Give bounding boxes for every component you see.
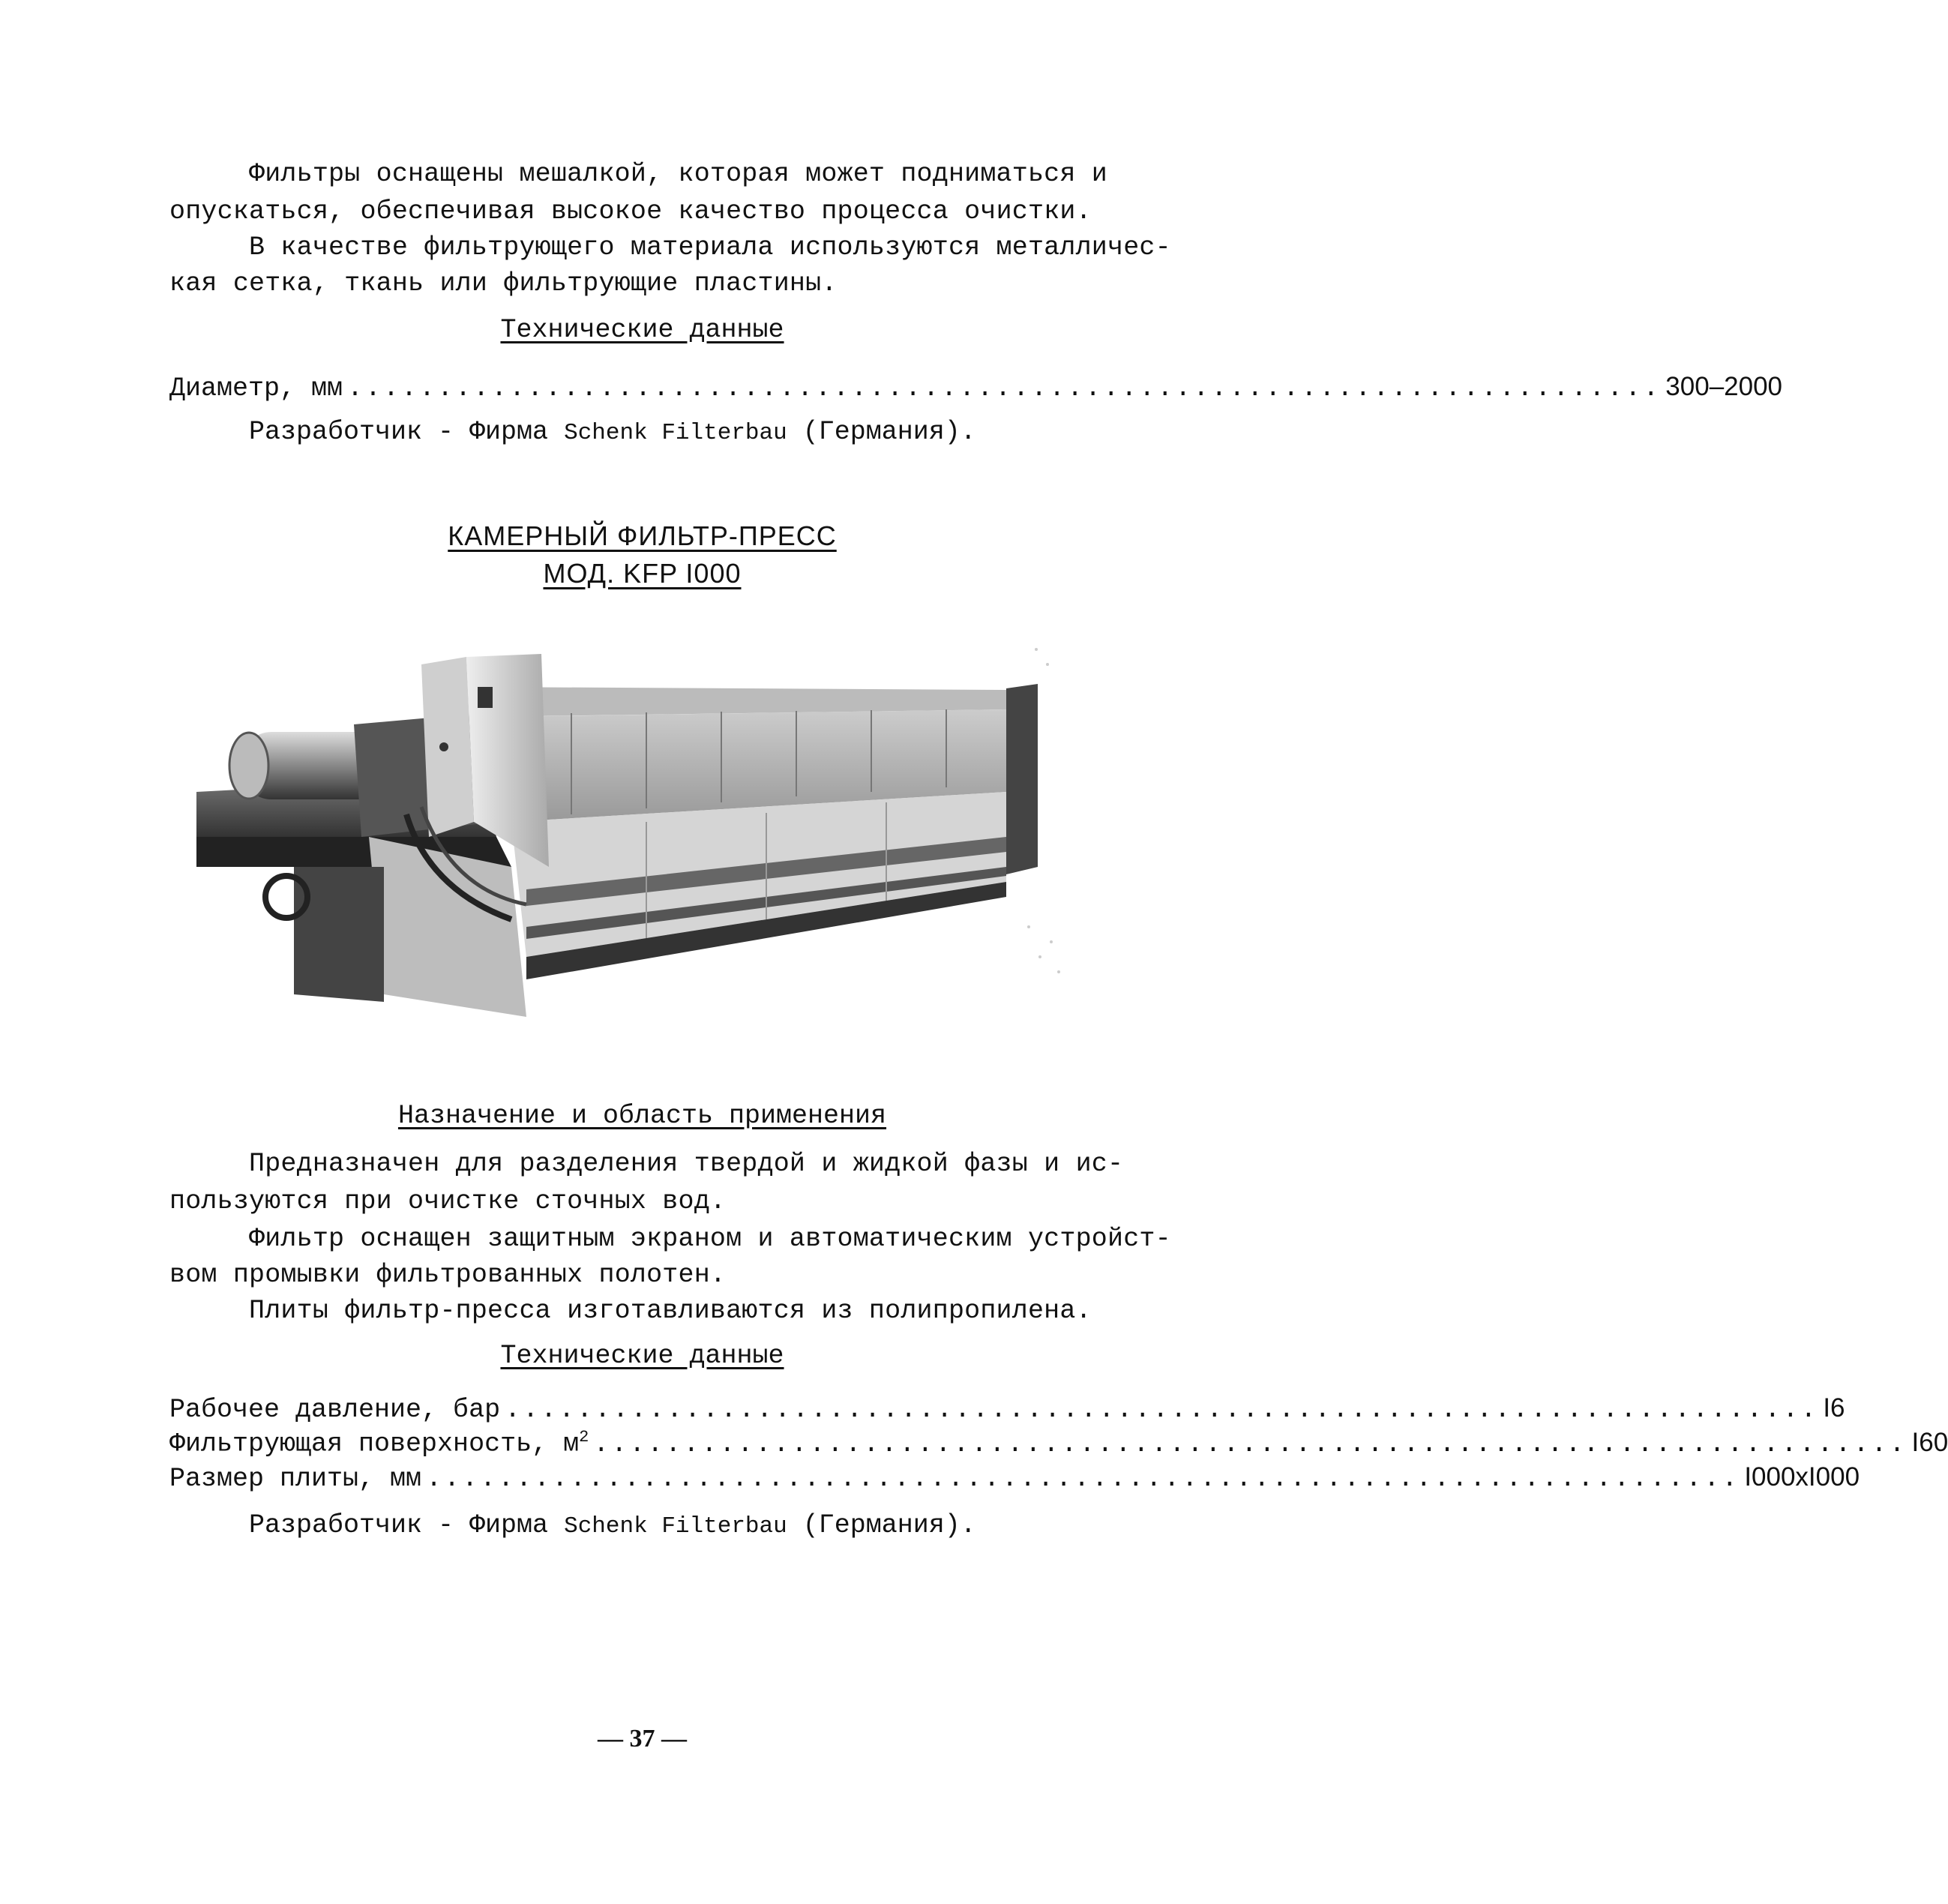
paragraph-line: вом промывки фильтрованных полотен.: [169, 1260, 727, 1290]
spec-label: [169, 1428, 589, 1459]
leader-dots: .........................................................................: [593, 1429, 1908, 1459]
purpose-heading: Назначение и область применения: [397, 1101, 887, 1131]
spec-label: Рабочее давление, бар: [169, 1395, 501, 1425]
leader-dots: .........................................................................: [347, 373, 1662, 403]
filter-press-photo: [196, 642, 1066, 1062]
spec-value: I60: [1911, 1428, 1948, 1457]
leader-dots: .........................................................................: [426, 1464, 1740, 1494]
paragraph-line: Плиты фильтр-пресса изготавливаются из полипропилена.: [249, 1296, 1092, 1326]
product-title: КАМЕРНЫЙ ФИЛЬТР-ПРЕСС: [448, 520, 837, 551]
developer-line: [249, 1510, 976, 1540]
spec-row-pressure: [169, 1393, 1845, 1425]
unit-superscript: 2: [579, 1428, 589, 1447]
developer-country: (Германия).: [802, 417, 976, 447]
developer-firm: Schenk Filterbau: [564, 420, 787, 446]
paragraph-line: В качестве фильтрующего материала используются металличес-: [249, 232, 1171, 262]
developer-country: (Германия).: [802, 1510, 976, 1540]
paragraph-line: Фильтр оснащен защитным экраном и автоматическим устройст-: [249, 1224, 1171, 1254]
paragraph-line: кая сетка, ткань или фильтрующие пластины.: [169, 268, 838, 298]
spec-value: 300–2000: [1665, 372, 1783, 401]
spec-value: I000xI000: [1744, 1462, 1860, 1492]
spec-label-text: Фильтрующая поверхность, м: [169, 1429, 580, 1459]
paragraph-line: пользуются при очистке сточных вод.: [169, 1186, 727, 1216]
spec-row-surface: [169, 1428, 1948, 1459]
developer-firm: Schenk Filterbau: [564, 1513, 787, 1540]
developer-prefix: Разработчик - Фирма: [249, 417, 549, 447]
spec-row-plate-size: [169, 1462, 1860, 1494]
paragraph-line: Фильтры оснащены мешалкой, которая может подниматься и: [249, 159, 1107, 189]
spec-label: Диаметр, мм: [169, 373, 343, 403]
spec-value: I6: [1823, 1393, 1845, 1423]
specs-heading: Технические данные: [500, 315, 784, 345]
developer-prefix: Разработчик - Фирма: [249, 1510, 549, 1540]
page-number: — 37 —: [598, 1725, 687, 1753]
product-model: МОД. KFP I000: [543, 558, 742, 589]
developer-line: [249, 417, 976, 447]
specs-heading: Технические данные: [500, 1341, 784, 1371]
paragraph-line: опускаться, обеспечивая высокое качество процесса очистки.: [169, 196, 1092, 226]
leader-dots: .........................................................................: [505, 1395, 1819, 1425]
spec-label: Размер плиты, мм: [169, 1464, 422, 1494]
paragraph-line: Предназначен для разделения твердой и жидкой фазы и ис-: [249, 1149, 1124, 1179]
spec-row-diameter: [169, 372, 1783, 403]
